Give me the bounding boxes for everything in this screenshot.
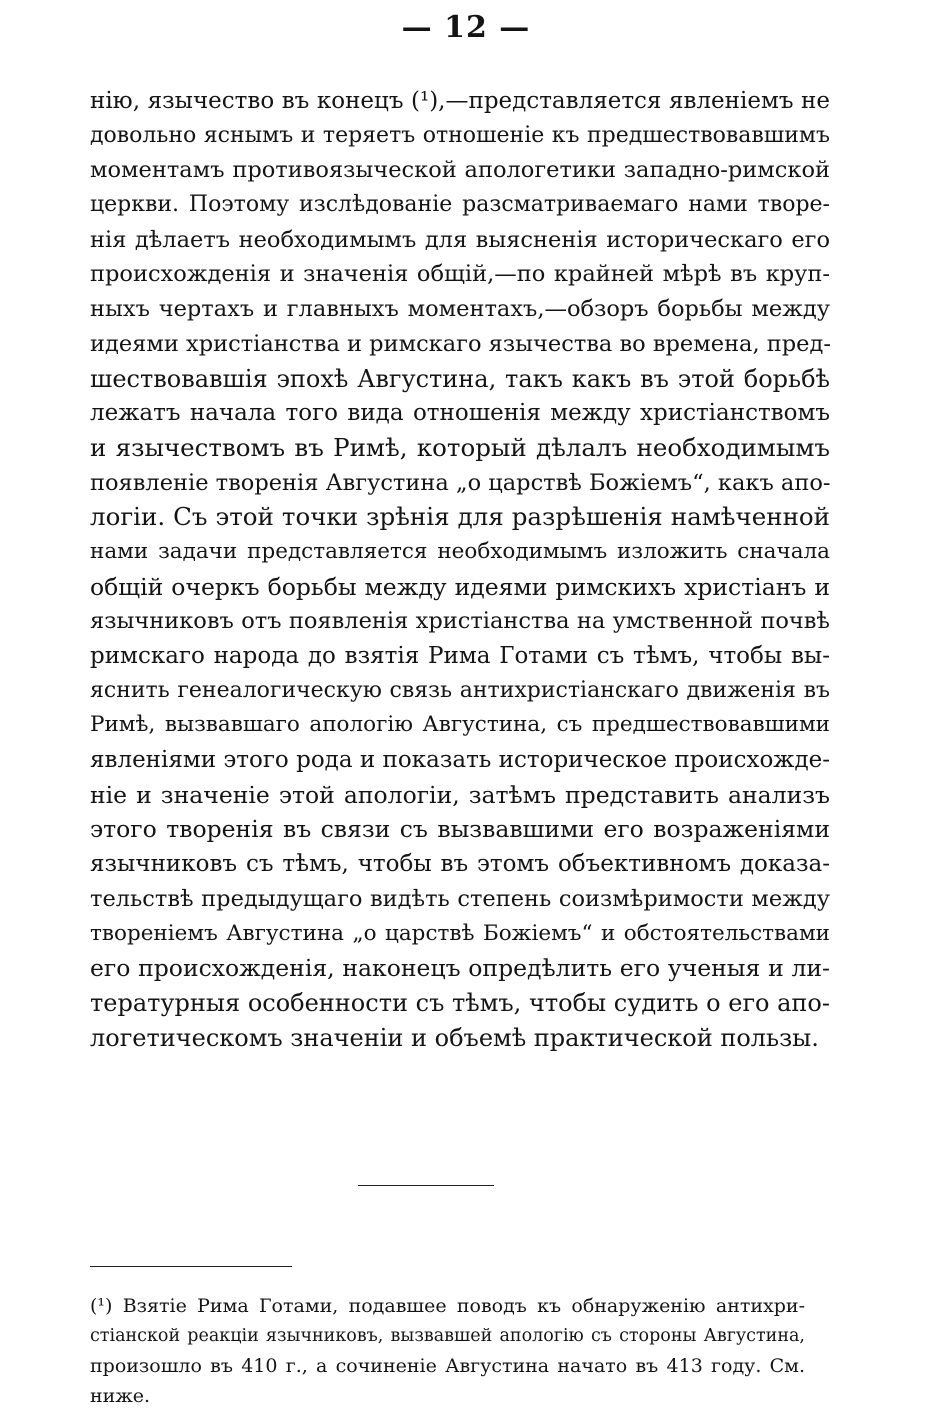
text-line: идеями христіанства и римскаго язычества во времена, пред-	[90, 330, 831, 357]
text-line: логіи. Съ этой точки зрѣнія для разрѣшенія намѣченной	[90, 502, 830, 532]
text-line: Римѣ, вызвавшаго апологію Августина, съ предшествовавшими	[90, 712, 830, 738]
text-line: логетическомъ значеніи и объемѣ практической пользы.	[90, 1023, 819, 1052]
text-line: церкви. Поэтому изслѣдованіе разсматриваемаго нами творе-	[90, 192, 830, 218]
text-line: римскаго народа до взятія Рима Готами съ тѣмъ, чтобы вы-	[90, 643, 830, 669]
text-line: и язычествомъ въ Римѣ, который дѣлалъ необходимымъ	[90, 432, 830, 462]
section-divider	[358, 1185, 494, 1186]
text-line: язычниковъ отъ появленія христіанства на умственной почвѣ	[90, 608, 830, 635]
text-line: лежатъ начала того вида отношенія между христіанствомъ	[90, 400, 830, 427]
footnote-line: ниже.	[90, 1385, 151, 1407]
footnote-line: произошло въ 410 г., а сочиненіе Августина начато въ 413 году. См.	[90, 1355, 805, 1377]
text-line: моментамъ противоязыческой апологетики западно-римской	[90, 157, 830, 184]
text-line: общій очеркъ борьбы между идеями римскихъ христіанъ и	[90, 572, 830, 601]
text-line: нами задачи представляется необходимымъ изложить сначала	[90, 538, 830, 564]
text-line: нія дѣлаетъ необходимымъ для выясненія историческаго его	[90, 226, 830, 253]
text-line: этого творенія въ связи съ вызвавшими его возраженіями	[90, 815, 830, 844]
page-number: — 12 —	[401, 10, 531, 45]
text-line: язычниковъ съ тѣмъ, чтобы въ этомъ объективномъ доказа-	[90, 851, 830, 878]
text-line: тельствѣ предыдущаго видѣть степень соизмѣримости между	[90, 885, 830, 912]
text-line: появленіе творенія Августина „о царствѣ Божіемъ“, какъ апо-	[90, 469, 831, 496]
body-text	[90, 84, 830, 1055]
text-line: его происхожденія, наконецъ опредѣлить его ученыя и ли-	[90, 954, 830, 983]
text-line: тературныя особенности съ тѣмъ, чтобы судить о его апо-	[90, 988, 830, 1017]
text-line: происхожденія и значенія общій,—по крайней мѣрѣ въ круп-	[90, 261, 830, 288]
text-line: нію, язычество въ конецъ (¹),—представляется явленіемъ не	[90, 88, 830, 114]
text-line: твореніемъ Августина „о царствѣ Божіемъ“ и обстоятельствами	[90, 920, 830, 946]
footnote-rule	[90, 1266, 292, 1267]
text-line: явленіями этого рода и показать историческое происхожде-	[90, 747, 830, 774]
text-line: ніе и значеніе этой апологіи, затѣмъ представить анализъ	[90, 780, 830, 809]
text-line: шествовавшія эпохѣ Августина, такъ какъ въ этой борьбѣ	[90, 364, 830, 393]
text-line: довольно яснымъ и теряетъ отношеніе къ предшествовавшимъ	[90, 122, 830, 148]
footnote-line: стіанской реакціи язычниковъ, вызвавшей апологію съ стороны Августина,	[90, 1326, 805, 1346]
text-line: яснить генеалогическую связь антихристіанскаго движенія въ	[90, 677, 830, 703]
footnote	[90, 1291, 805, 1411]
text-line: ныхъ чертахъ и главныхъ моментахъ,—обзоръ борьбы между	[90, 296, 830, 323]
footnote-line: (¹) Взятіе Рима Готами, подавшее поводъ къ обнаруженію антихри-	[90, 1295, 805, 1317]
